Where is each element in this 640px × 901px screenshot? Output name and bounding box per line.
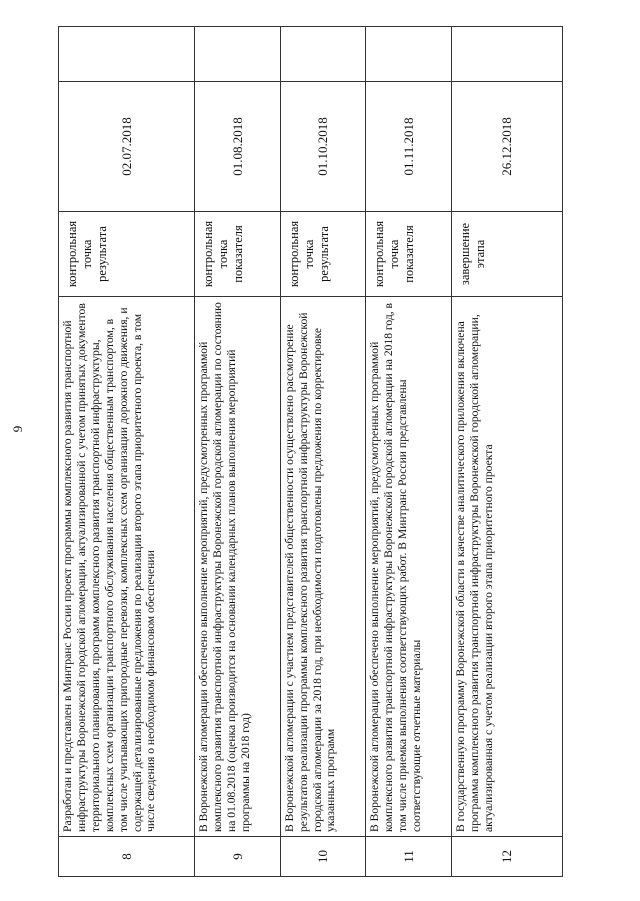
- page-number: 9: [10, 425, 25, 433]
- table-row: [452, 27, 563, 877]
- table-row: [59, 27, 195, 877]
- milestone-type: завершение этапа: [452, 212, 563, 297]
- empty-cell: [59, 27, 195, 82]
- milestone-type: контрольная точка показателя: [195, 212, 281, 297]
- milestone-type: контрольная точка показателя: [366, 212, 452, 297]
- empty-cell: [195, 27, 281, 82]
- row-number: 8: [59, 837, 195, 877]
- row-number: 10: [280, 837, 366, 877]
- empty-cell: [452, 27, 563, 82]
- milestone-date: 02.07.2018: [59, 82, 195, 212]
- table-row: [195, 27, 281, 877]
- milestones-table: [58, 26, 563, 877]
- table-row: [366, 27, 452, 877]
- milestone-description: В Воронежской агломерации с участием представителей общественности осуществлено рассмотрение результатов реализации программы комплексного развития транспортной инфраструктуры Воронежской городской агломерации за 2018 год, при необходимости подготовлены предложения по корректировке указанных программ: [280, 297, 366, 837]
- empty-cell: [280, 27, 366, 82]
- milestone-description: Разработан и представлен в Минтранс России проект программы комплексного развития транспортной инфраструктуры Воронежской городской агломерации, актуализированной с учетом принятых документов территориального планирования, программ комплексного развития транспортной инфраструктуры, комплексных схем организации транспортного обслуживания населения общественным транспортом, в том числе учитывающих пригородные перевозки, комплексных схем организации дорожного движения, и содержащей детализированные предложения по реализации второго этапа приоритетного проекта, в том числе сведения о необходимом финансовом обеспечении: [59, 297, 195, 837]
- row-number: 9: [195, 837, 281, 877]
- milestone-date: 26.12.2018: [452, 82, 563, 212]
- row-number: 12: [452, 837, 563, 877]
- table-row: [280, 27, 366, 877]
- table-container: [58, 27, 563, 877]
- row-number: 11: [366, 837, 452, 877]
- milestone-date: 01.11.2018: [366, 82, 452, 212]
- empty-cell: [366, 27, 452, 82]
- milestone-description: В Воронежской агломерации обеспечено выполнение мероприятий, предусмотренных программой комплексного развития транспортной инфраструктуры Воронежской городской агломерации по состоянию на 01.08.2018 (оценка производится на основании календарных планов выполнения мероприятий программы на 2018 год): [195, 297, 281, 837]
- milestone-type: контрольная точка результата: [280, 212, 366, 297]
- milestone-date: 01.10.2018: [280, 82, 366, 212]
- milestone-date: 01.08.2018: [195, 82, 281, 212]
- milestone-description: В государственную программу Воронежской области в качестве аналитического приложения включена программа комплексного развития транспортной инфраструктуры Воронежской городской агломерации, актуализированная с учетом реализации второго этапа приоритетного проекта: [452, 297, 563, 837]
- milestone-description: В Воронежской агломерации обеспечено выполнение мероприятий, предусмотренных программой комплексного развития транспортной инфраструктуры Воронежской городской агломерации на 2018 год, в том числе приемка выполнения соответствующих работ. В Минтранс России представлены соответствующие отчетные материалы: [366, 297, 452, 837]
- milestone-type: контрольная точка результата: [59, 212, 195, 297]
